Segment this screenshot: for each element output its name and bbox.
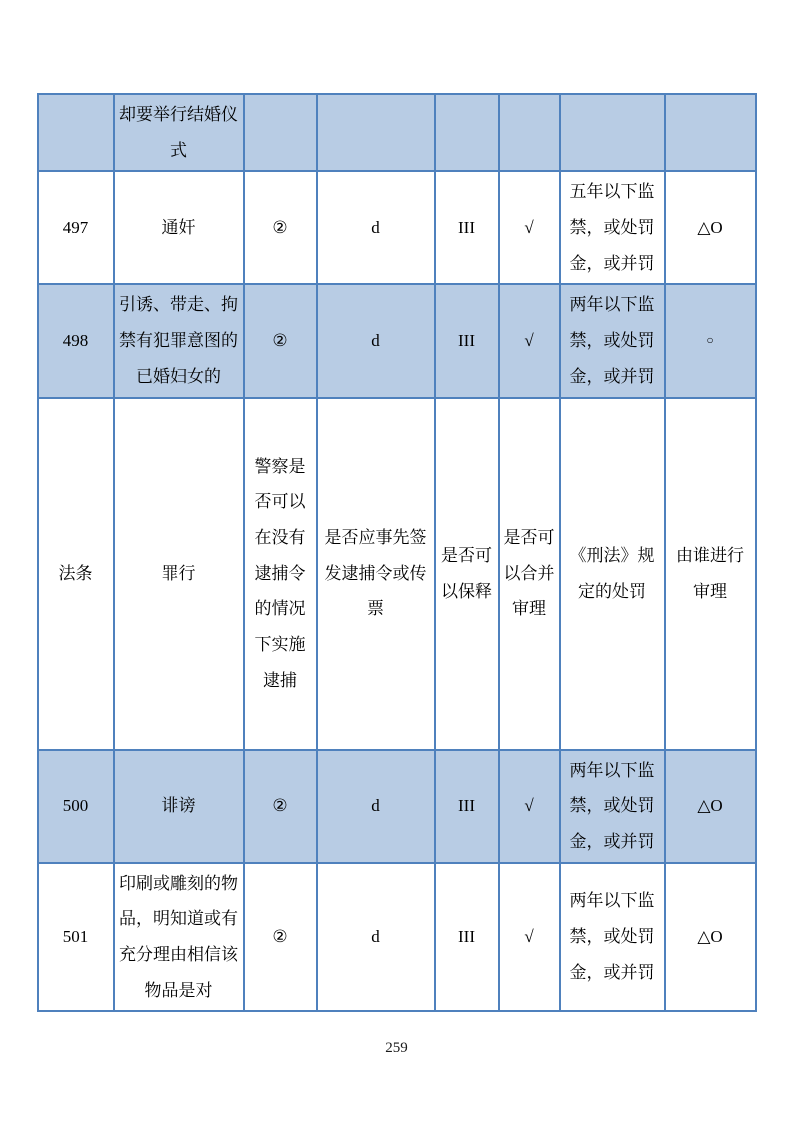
cell-arrest-without-warrant: ② <box>244 863 317 1012</box>
cell-joint-trial: √ <box>499 284 560 397</box>
cell-joint-trial: √ <box>499 750 560 863</box>
criminal-procedure-table <box>37 93 757 1012</box>
cell-law-article: 501 <box>38 863 114 1012</box>
cell-bail: III <box>435 863 499 1012</box>
cell-punishment: 两年以下监禁，或处罚金，或并罚 <box>560 750 665 863</box>
cell-crime: 却要举行结婚仪式 <box>114 94 244 171</box>
cell-bail <box>435 94 499 171</box>
table-row <box>38 284 756 397</box>
cell-law-article: 500 <box>38 750 114 863</box>
cell-warrant-or-summons: d <box>317 284 435 397</box>
table-row <box>38 94 756 171</box>
cell-tried-by: 由谁进行审理 <box>665 398 756 750</box>
cell-punishment <box>560 94 665 171</box>
cell-punishment: 五年以下监禁，或处罚金，或并罚 <box>560 171 665 284</box>
cell-tried-by: △O <box>665 171 756 284</box>
cell-bail: III <box>435 171 499 284</box>
cell-joint-trial <box>499 94 560 171</box>
cell-bail: 是否可以保释 <box>435 398 499 750</box>
cell-arrest-without-warrant: 警察是否可以在没有逮捕令的情况下实施逮捕 <box>244 398 317 750</box>
cell-crime: 诽谤 <box>114 750 244 863</box>
cell-bail: III <box>435 284 499 397</box>
cell-crime: 引诱、带走、拘禁有犯罪意图的已婚妇女的 <box>114 284 244 397</box>
cell-warrant-or-summons <box>317 94 435 171</box>
table-row <box>38 863 756 1012</box>
cell-arrest-without-warrant <box>244 94 317 171</box>
cell-warrant-or-summons: 是否应事先签发逮捕令或传票 <box>317 398 435 750</box>
table-row <box>38 171 756 284</box>
cell-warrant-or-summons: d <box>317 750 435 863</box>
cell-bail: III <box>435 750 499 863</box>
cell-crime: 通奸 <box>114 171 244 284</box>
cell-law-article <box>38 94 114 171</box>
table-row <box>38 398 756 750</box>
cell-law-article: 498 <box>38 284 114 397</box>
cell-joint-trial: √ <box>499 863 560 1012</box>
cell-joint-trial: √ <box>499 171 560 284</box>
cell-punishment: 两年以下监禁，或处罚金，或并罚 <box>560 284 665 397</box>
cell-tried-by: △O <box>665 750 756 863</box>
cell-warrant-or-summons: d <box>317 863 435 1012</box>
cell-tried-by: ○ <box>665 284 756 397</box>
cell-joint-trial: 是否可以合并审理 <box>499 398 560 750</box>
cell-tried-by: △O <box>665 863 756 1012</box>
cell-crime: 印刷或雕刻的物品，明知道或有充分理由相信该物品是对 <box>114 863 244 1012</box>
page-number: 259 <box>385 1040 408 1056</box>
cell-tried-by <box>665 94 756 171</box>
cell-arrest-without-warrant: ② <box>244 171 317 284</box>
cell-punishment: 《刑法》规定的处罚 <box>560 398 665 750</box>
cell-law-article: 法条 <box>38 398 114 750</box>
table-row <box>38 750 756 863</box>
cell-warrant-or-summons: d <box>317 171 435 284</box>
cell-arrest-without-warrant: ② <box>244 284 317 397</box>
cell-arrest-without-warrant: ② <box>244 750 317 863</box>
cell-law-article: 497 <box>38 171 114 284</box>
table-body <box>38 94 756 1011</box>
cell-punishment: 两年以下监禁，或处罚金，或并罚 <box>560 863 665 1012</box>
cell-crime: 罪行 <box>114 398 244 750</box>
